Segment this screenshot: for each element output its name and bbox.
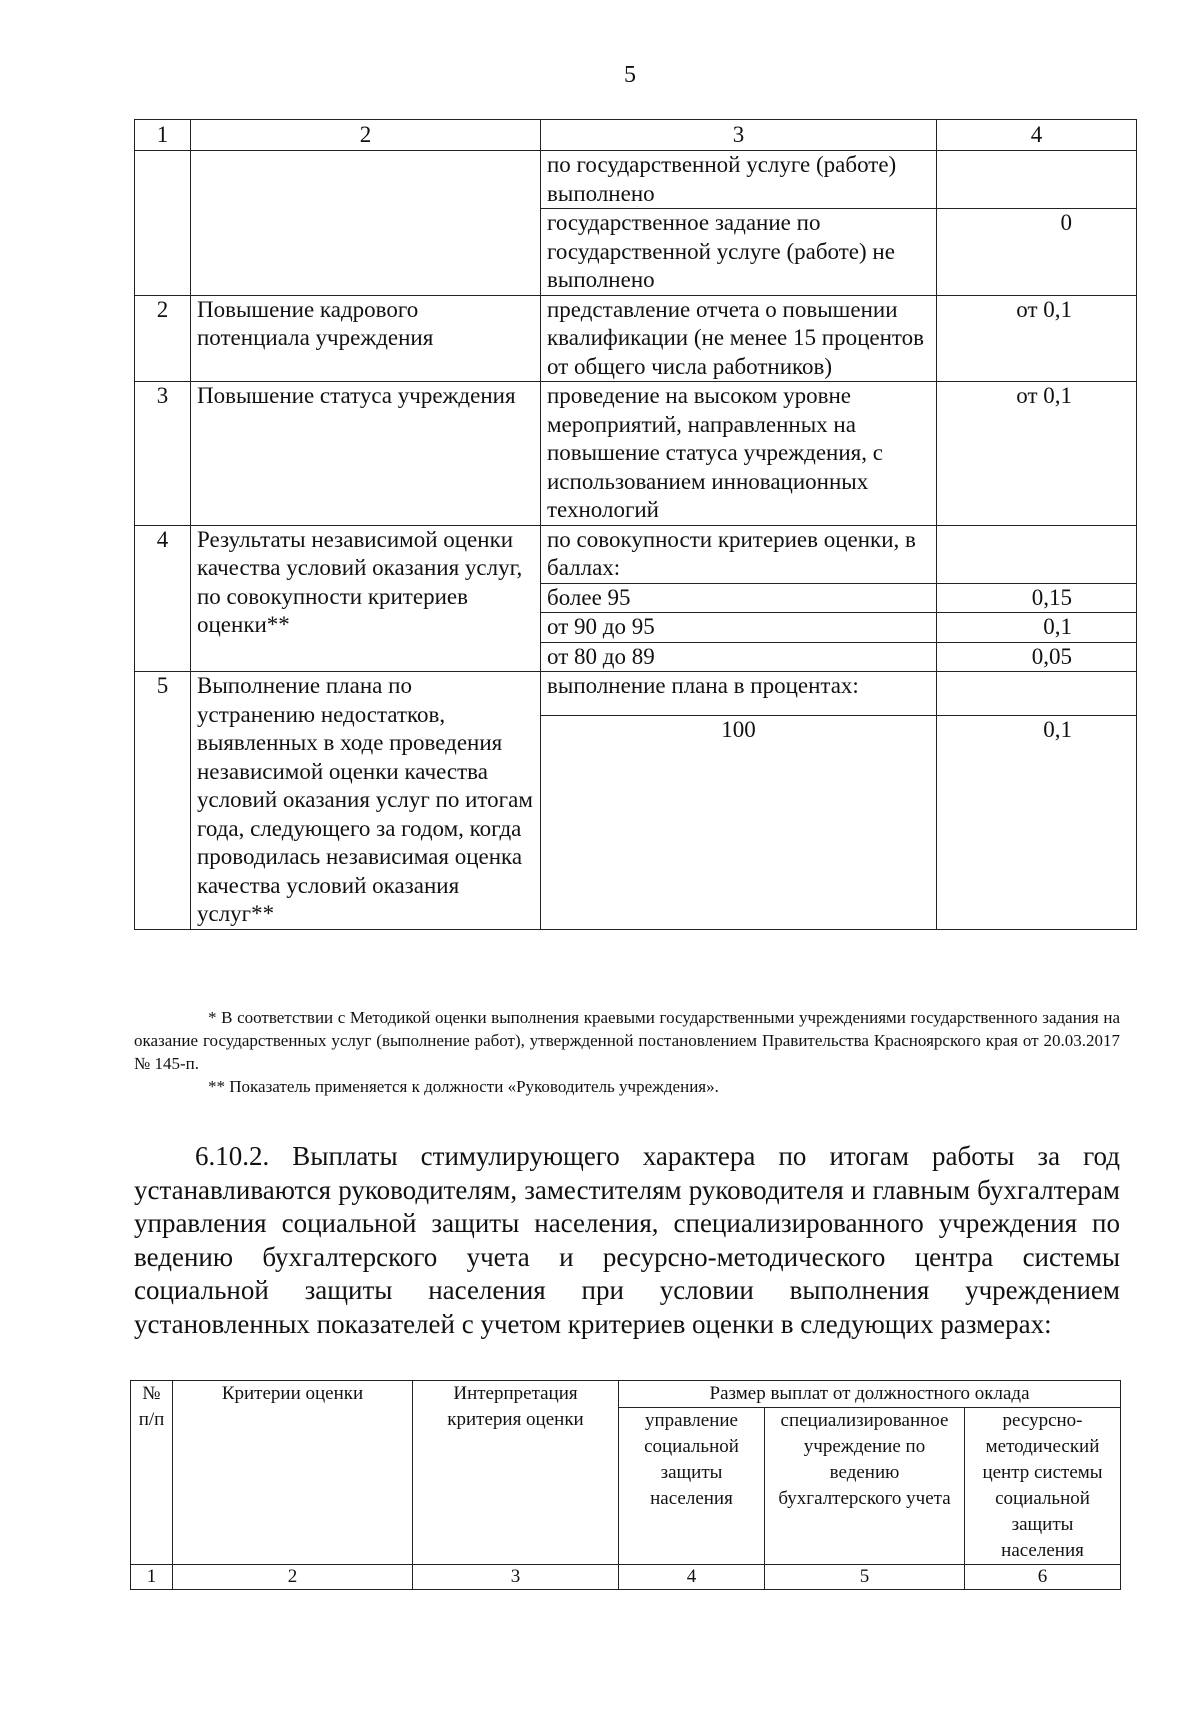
table-row — [135, 382, 1137, 526]
body-paragraph — [134, 1140, 1120, 1341]
column-number: 3 — [413, 1565, 619, 1590]
interpretation-cell: 100 — [541, 715, 937, 929]
value-cell: от 0,1 — [937, 382, 1137, 526]
footnote: ** Показатель применяется к должности «Руководитель учреждения». — [208, 1077, 719, 1096]
row-number — [135, 151, 191, 296]
interpretation-cell: от 80 до 89 — [541, 642, 937, 672]
table-row — [135, 151, 1137, 209]
header-cell: ресурсно-методический центр системы социальной защиты населения — [965, 1408, 1121, 1565]
column-number: 4 — [619, 1565, 765, 1590]
footnote: * В соответствии с Методикой оценки выполнения краевыми государственными учреждениями государственного задания на оказание государственных услуг (выполнение работ), утвержденной постановлением Правительства Красноярского края от 20.03.2017 № 145-п. — [134, 1008, 1120, 1073]
header-cell: специализированное учреждение по ведению бухгалтерского учета — [765, 1408, 965, 1565]
value-cell — [937, 151, 1137, 209]
value-cell: 0,1 — [937, 715, 1137, 929]
criteria-cell — [191, 151, 541, 296]
column-number: 5 — [765, 1565, 965, 1590]
header-cell: Критерии оценки — [173, 1381, 413, 1565]
table-header-row — [131, 1381, 1121, 1408]
value-cell: 0,1 — [937, 613, 1137, 643]
value-cell: 0,15 — [937, 583, 1137, 613]
payments-table-header — [130, 1380, 1121, 1590]
row-number: 5 — [135, 672, 191, 930]
interpretation-cell: от 90 до 95 — [541, 613, 937, 643]
header-cell: 4 — [937, 120, 1137, 151]
footnotes — [134, 1006, 1120, 1098]
column-number: 2 — [173, 1565, 413, 1590]
value-cell: от 0,1 — [937, 295, 1137, 382]
table-row — [135, 295, 1137, 382]
header-cell: Интерпретация критерия оценки — [413, 1381, 619, 1565]
row-number: 4 — [135, 525, 191, 672]
paragraph-text: 6.10.2. Выплаты стимулирующего характера по итогам работы за год устанавливаются руководителям, заместителям руководителя и главным бухгалтерам управления социальной защиты населения, специализированного учреждения по ведению бухгалтерского учета и ресурсно-методического центра системы социальной защиты населения при условии выполнения учреждением установленных показателей с учетом критериев оценки в следующих размерах: — [134, 1141, 1120, 1339]
table-row — [135, 525, 1137, 583]
header-cell: Размер выплат от должностного оклада — [619, 1381, 1121, 1408]
table-row — [131, 1565, 1121, 1590]
header-cell: 2 — [191, 120, 541, 151]
value-cell: 0 — [937, 209, 1137, 296]
interpretation-cell: представление отчета о повышении квалификации (не менее 15 процентов от общего числа работников) — [541, 295, 937, 382]
criteria-cell: Выполнение плана по устранению недостатков, выявленных в ходе проведения независимой оценки качества условий оказания услуг по итогам года, следующего за годом, когда проводилась независимая оценка качества условий оказания услуг** — [191, 672, 541, 930]
header-cell: 3 — [541, 120, 937, 151]
interpretation-cell: проведение на высоком уровне мероприятий, направленных на повышение статуса учреждения, с использованием инновационных технологий — [541, 382, 937, 526]
interpretation-cell: выполнение плана в процентах: — [541, 672, 937, 716]
header-cell: № п/п — [131, 1381, 173, 1565]
row-number: 3 — [135, 382, 191, 526]
column-number: 6 — [965, 1565, 1121, 1590]
column-number: 1 — [131, 1565, 173, 1590]
criteria-table-continued — [134, 119, 1137, 930]
interpretation-cell: по государственной услуге (работе) выполнено — [541, 151, 937, 209]
value-cell — [937, 525, 1137, 583]
value-cell: 0,05 — [937, 642, 1137, 672]
interpretation-cell: по совокупности критериев оценки, в баллах: — [541, 525, 937, 583]
header-cell: 1 — [135, 120, 191, 151]
page-number: 5 — [624, 62, 636, 88]
header-cell: управление социальной защиты населения — [619, 1408, 765, 1565]
table-row — [135, 672, 1137, 716]
criteria-cell: Повышение статуса учреждения — [191, 382, 541, 526]
criteria-cell: Повышение кадрового потенциала учреждения — [191, 295, 541, 382]
table-header-row — [135, 120, 1137, 151]
criteria-cell: Результаты независимой оценки качества условий оказания услуг, по совокупности критериев оценки** — [191, 525, 541, 672]
value-cell — [937, 672, 1137, 716]
interpretation-cell: государственное задание по государственной услуге (работе) не выполнено — [541, 209, 937, 296]
interpretation-cell: более 95 — [541, 583, 937, 613]
row-number: 2 — [135, 295, 191, 382]
